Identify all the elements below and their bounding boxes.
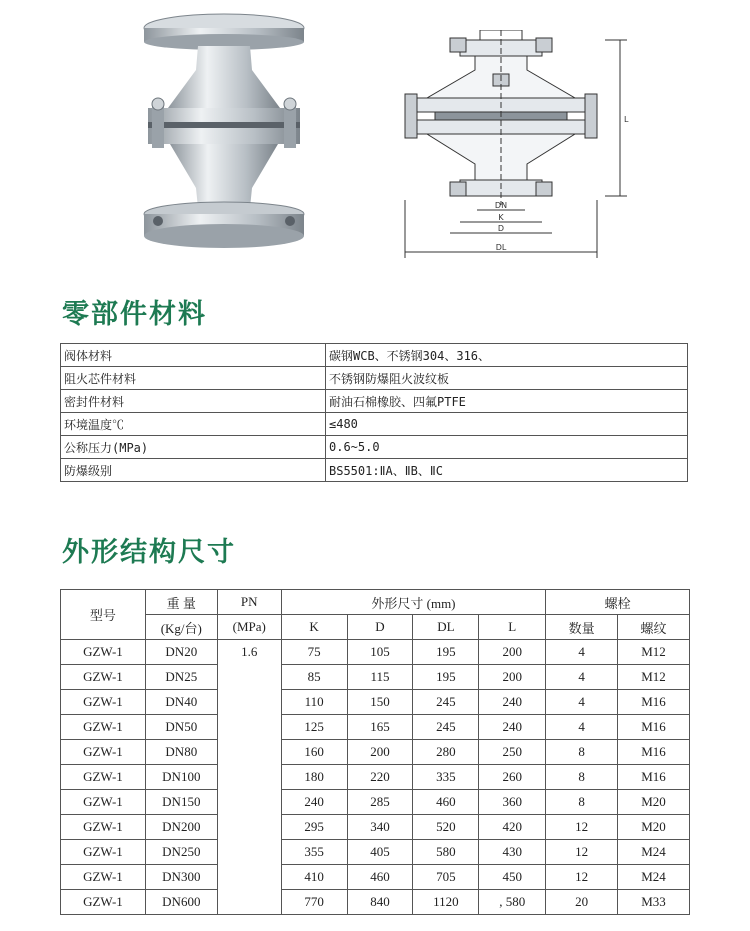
- material-row: [61, 344, 688, 367]
- material-label: 密封件材料: [61, 390, 326, 413]
- cell-model: GZW-1: [61, 815, 146, 840]
- header-model: 型号: [61, 590, 146, 640]
- cell-d: 405: [347, 840, 413, 865]
- cell-k: 110: [281, 690, 347, 715]
- cell-weight: DN250: [145, 840, 217, 865]
- material-label: 环境温度℃: [61, 413, 326, 436]
- cell-d: 840: [347, 890, 413, 915]
- cell-d: 340: [347, 815, 413, 840]
- header-weight: 重 量: [145, 590, 217, 615]
- cell-model: GZW-1: [61, 765, 146, 790]
- cell-k: 85: [281, 665, 347, 690]
- header-weight-unit: (Kg/台): [145, 615, 217, 640]
- cell-dl: 245: [413, 715, 479, 740]
- pn-value: 1.6: [217, 640, 281, 915]
- cell-qty: 12: [546, 840, 618, 865]
- cell-k: 180: [281, 765, 347, 790]
- material-label: 阻火芯件材料: [61, 367, 326, 390]
- material-label: 阀体材料: [61, 344, 326, 367]
- cell-qty: 4: [546, 715, 618, 740]
- cell-weight: DN50: [145, 715, 217, 740]
- dimensions-table: [60, 589, 690, 915]
- drawing-label-dn: DN: [494, 201, 508, 210]
- cell-thread: M16: [618, 740, 690, 765]
- materials-heading: 零部件材料: [62, 299, 207, 330]
- material-value: 碳钢WCB、不锈钢304、316、: [326, 344, 688, 367]
- cell-dl: 580: [413, 840, 479, 865]
- cell-k: 125: [281, 715, 347, 740]
- header-l: L: [479, 615, 546, 640]
- drawing-label-l: L: [624, 115, 629, 124]
- cell-l: 420: [479, 815, 546, 840]
- cell-qty: 4: [546, 640, 618, 665]
- cell-qty: 20: [546, 890, 618, 915]
- cell-thread: M24: [618, 840, 690, 865]
- drawing-label-d: D: [497, 224, 505, 233]
- cell-d: 200: [347, 740, 413, 765]
- cell-qty: 8: [546, 740, 618, 765]
- cell-dl: 520: [413, 815, 479, 840]
- cell-model: GZW-1: [61, 690, 146, 715]
- header-pn: PN: [217, 590, 281, 615]
- material-value: 耐油石棉橡胶、四氟PTFE: [326, 390, 688, 413]
- cell-dl: 245: [413, 690, 479, 715]
- table-row: [61, 790, 690, 815]
- cell-thread: M24: [618, 865, 690, 890]
- cell-dl: 280: [413, 740, 479, 765]
- technical-drawing: [395, 30, 645, 265]
- cell-qty: 8: [546, 790, 618, 815]
- header-d: D: [347, 615, 413, 640]
- table-row: [61, 890, 690, 915]
- cell-qty: 4: [546, 665, 618, 690]
- cell-l: 250: [479, 740, 546, 765]
- material-value: ≤480: [326, 413, 688, 436]
- drawing-label-dl: DL: [495, 243, 507, 252]
- cell-l: 260: [479, 765, 546, 790]
- table-row: [61, 865, 690, 890]
- cell-l: 200: [479, 665, 546, 690]
- materials-table: [60, 343, 688, 482]
- cell-l: 240: [479, 690, 546, 715]
- cell-d: 165: [347, 715, 413, 740]
- cell-weight: DN150: [145, 790, 217, 815]
- table-row: [61, 690, 690, 715]
- cell-k: 770: [281, 890, 347, 915]
- header-pn-unit: (MPa): [217, 615, 281, 640]
- material-label: 防爆级别: [61, 459, 326, 482]
- cell-dl: 195: [413, 640, 479, 665]
- cell-k: 295: [281, 815, 347, 840]
- cell-d: 115: [347, 665, 413, 690]
- table-row: [61, 815, 690, 840]
- cell-l: 200: [479, 640, 546, 665]
- cell-model: GZW-1: [61, 740, 146, 765]
- header-bolt-group: 螺栓: [546, 590, 690, 615]
- cell-model: GZW-1: [61, 865, 146, 890]
- cell-thread: M16: [618, 765, 690, 790]
- header-dl: DL: [413, 615, 479, 640]
- cell-model: GZW-1: [61, 790, 146, 815]
- cell-weight: DN40: [145, 690, 217, 715]
- cell-thread: M16: [618, 715, 690, 740]
- cell-weight: DN80: [145, 740, 217, 765]
- material-row: [61, 436, 688, 459]
- cell-model: GZW-1: [61, 890, 146, 915]
- table-row: [61, 840, 690, 865]
- cell-thread: M12: [618, 665, 690, 690]
- table-row: [61, 665, 690, 690]
- cell-model: GZW-1: [61, 840, 146, 865]
- material-row: [61, 459, 688, 482]
- material-value: 不锈钢防爆阻火波纹板: [326, 367, 688, 390]
- cell-l: 360: [479, 790, 546, 815]
- cell-thread: M12: [618, 640, 690, 665]
- cell-thread: M20: [618, 815, 690, 840]
- cell-dl: 705: [413, 865, 479, 890]
- cell-weight: DN25: [145, 665, 217, 690]
- cell-model: GZW-1: [61, 640, 146, 665]
- cell-weight: DN200: [145, 815, 217, 840]
- cell-qty: 4: [546, 690, 618, 715]
- drawing-label-k: K: [498, 213, 504, 222]
- cell-weight: DN300: [145, 865, 217, 890]
- material-value: 0.6~5.0: [326, 436, 688, 459]
- cell-k: 75: [281, 640, 347, 665]
- cell-dl: 195: [413, 665, 479, 690]
- cell-k: 355: [281, 840, 347, 865]
- cell-l: 240: [479, 715, 546, 740]
- cell-model: GZW-1: [61, 715, 146, 740]
- material-row: [61, 413, 688, 436]
- cell-dl: 460: [413, 790, 479, 815]
- cell-l: 450: [479, 865, 546, 890]
- cell-thread: M20: [618, 790, 690, 815]
- cell-d: 220: [347, 765, 413, 790]
- material-row: [61, 390, 688, 413]
- table-row: [61, 715, 690, 740]
- cell-dl: 1120: [413, 890, 479, 915]
- cell-d: 285: [347, 790, 413, 815]
- header-k: K: [281, 615, 347, 640]
- cell-k: 160: [281, 740, 347, 765]
- header-qty: 数量: [546, 615, 618, 640]
- table-row: [61, 765, 690, 790]
- header-thread: 螺纹: [618, 615, 690, 640]
- cell-weight: DN20: [145, 640, 217, 665]
- cell-thread: M33: [618, 890, 690, 915]
- material-label: 公称压力(MPa): [61, 436, 326, 459]
- cell-weight: DN100: [145, 765, 217, 790]
- dimensions-heading: 外形结构尺寸: [62, 537, 236, 568]
- cell-model: GZW-1: [61, 665, 146, 690]
- cell-d: 150: [347, 690, 413, 715]
- cell-qty: 12: [546, 865, 618, 890]
- cell-l: 430: [479, 840, 546, 865]
- cell-d: 105: [347, 640, 413, 665]
- table-row: [61, 640, 690, 665]
- header-size-group: 外形尺寸 (mm): [281, 590, 546, 615]
- cell-qty: 8: [546, 765, 618, 790]
- table-row: [61, 740, 690, 765]
- cell-thread: M16: [618, 690, 690, 715]
- cell-l: , 580: [479, 890, 546, 915]
- cell-k: 410: [281, 865, 347, 890]
- cell-qty: 12: [546, 815, 618, 840]
- material-row: [61, 367, 688, 390]
- cell-k: 240: [281, 790, 347, 815]
- cell-dl: 335: [413, 765, 479, 790]
- product-photo: [140, 8, 308, 258]
- cell-d: 460: [347, 865, 413, 890]
- cell-weight: DN600: [145, 890, 217, 915]
- material-value: BS5501:ⅡA、ⅡB、ⅡC: [326, 459, 688, 482]
